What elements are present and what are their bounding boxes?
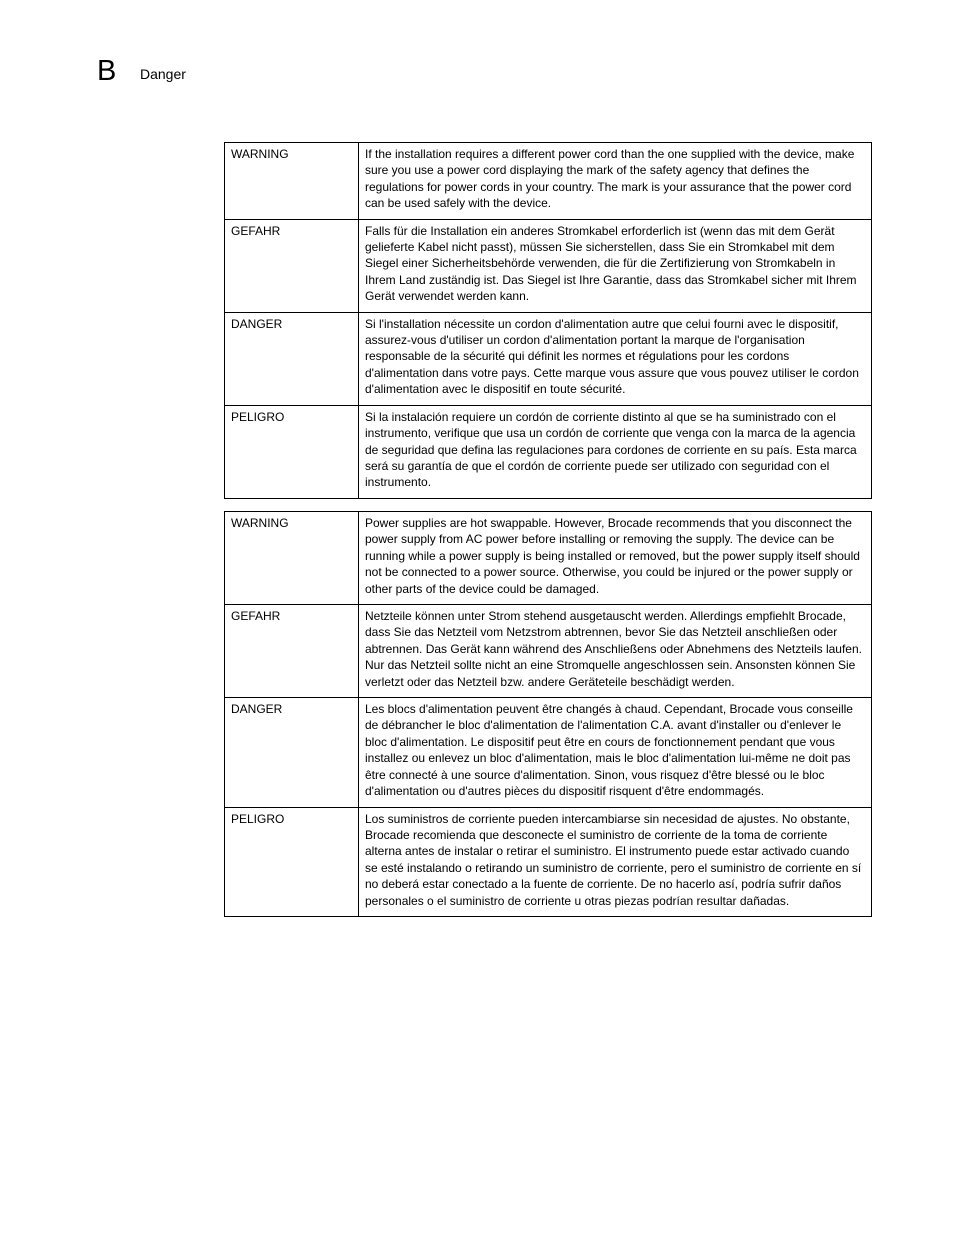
power-cord-notice-table bbox=[224, 142, 872, 499]
notice-text: If the installation requires a different power cord than the one supplied with the device, make sure you use a power cord displaying the mark of the safety agency that defines the regulations for power cords in your country. The mark is your assurance that the power cord can be used safely with the device. bbox=[359, 143, 872, 220]
notice-text: Power supplies are hot swappable. However, Brocade recommends that you disconnect the power supply from AC power before installing or removing the supply. The device can be running while a power supply is being installed or removed, but the power supply itself should not be connected to a power source. Otherwise, you could be injured or the power supply or other parts of the device could be damaged. bbox=[359, 512, 872, 605]
notice-label: DANGER bbox=[225, 698, 359, 807]
table-row bbox=[225, 312, 872, 405]
power-supply-notice-table bbox=[224, 511, 872, 917]
table-row bbox=[225, 605, 872, 698]
notice-text: Si la instalación requiere un cordón de corriente distinto al que se ha suministrado con el instrumento, verifique que usa un cordón de corriente que venga con la marca de la agencia de seguridad que defina las regulaciones para cordones de corriente en su país. Esta marca será su garantía de que el cordón de corriente puede ser utilizado con seguridad con el instrumento. bbox=[359, 405, 872, 498]
section-title: Danger bbox=[140, 66, 186, 82]
table-row bbox=[225, 512, 872, 605]
notice-text: Les blocs d'alimentation peuvent être changés à chaud. Cependant, Brocade vous conseille de débrancher le bloc d'alimentation de l'alimentation C.A. avant d'installer ou d'enlever le bloc d'alimentation. Le dispositif peut être en cours de fonctionnement pendant que vous installez ou enlevez un bloc d'alimentation, mais le bloc d'alimentation lui-même ne doit pas être connecté à une source d'alimentation. Sinon, vous risquez d'être blessé ou le bloc d'alimentation ou d'autres pièces du dispositif risquent d'être endommagés. bbox=[359, 698, 872, 807]
notice-text: Si l'installation nécessite un cordon d'alimentation autre que celui fourni avec le dispositif, assurez-vous d'utiliser un cordon d'alimentation portant la marque de l'organisation responsable de la sécurité qui définit les normes et régulations pour les cordons d'alimentation dans votre pays. Cette marque vous assure que vous pouvez utiliser le cordon d'alimentation avec le dispositif en toute sécurité. bbox=[359, 312, 872, 405]
table-row bbox=[225, 807, 872, 916]
table-row bbox=[225, 698, 872, 807]
notice-label: GEFAHR bbox=[225, 219, 359, 312]
table-row bbox=[225, 405, 872, 498]
notice-label: DANGER bbox=[225, 312, 359, 405]
notice-label: WARNING bbox=[225, 143, 359, 220]
table-row bbox=[225, 143, 872, 220]
notice-label: PELIGRO bbox=[225, 405, 359, 498]
table-row bbox=[225, 219, 872, 312]
notice-label: PELIGRO bbox=[225, 807, 359, 916]
appendix-letter: B bbox=[97, 55, 117, 87]
notice-label: GEFAHR bbox=[225, 605, 359, 698]
notice-text: Netzteile können unter Strom stehend ausgetauscht werden. Allerdings empfiehlt Brocade, dass Sie das Netzteil vom Netzstrom abtrennen, bevor Sie das Netzteil anschließen oder abtrennen. Das Gerät kann während des Anschließens oder Abnehmens des Netzteils laufen. Nur das Netzteil sollte nicht an eine Stromquelle angeschlossen sein. Ansonsten können Sie verletzt oder das Netzteil bzw. andere Geräteteile beschädigt werden. bbox=[359, 605, 872, 698]
notice-text: Falls für die Installation ein anderes Stromkabel erforderlich ist (wenn das mit dem Gerät gelieferte Kabel nicht passt), müssen Sie sicherstellen, dass Sie ein Stromkabel mit dem Siegel einer Sicherheitsbehörde verwenden, die für die Zertifizierung von Stromkabeln in Ihrem Land zuständig ist. Das Siegel ist Ihre Garantie, dass das Stromkabel sicher mit Ihrem Gerät verwendet werden kann. bbox=[359, 219, 872, 312]
notice-text: Los suministros de corriente pueden intercambiarse sin necesidad de ajustes. No obstante, Brocade recomienda que desconecte el suministro de corriente de la toma de corriente alterna antes de instalar o retirar el suministro. El instrumento puede estar activado cuando se esté instalando o retirando un suministro de corriente, pero el suministro de corriente en sí no deberá estar conectado a la fuente de corriente. De no hacerlo así, podría sufrir daños personales o el suministro de corriente u otras piezas podrían resultar dañadas. bbox=[359, 807, 872, 916]
notice-label: WARNING bbox=[225, 512, 359, 605]
